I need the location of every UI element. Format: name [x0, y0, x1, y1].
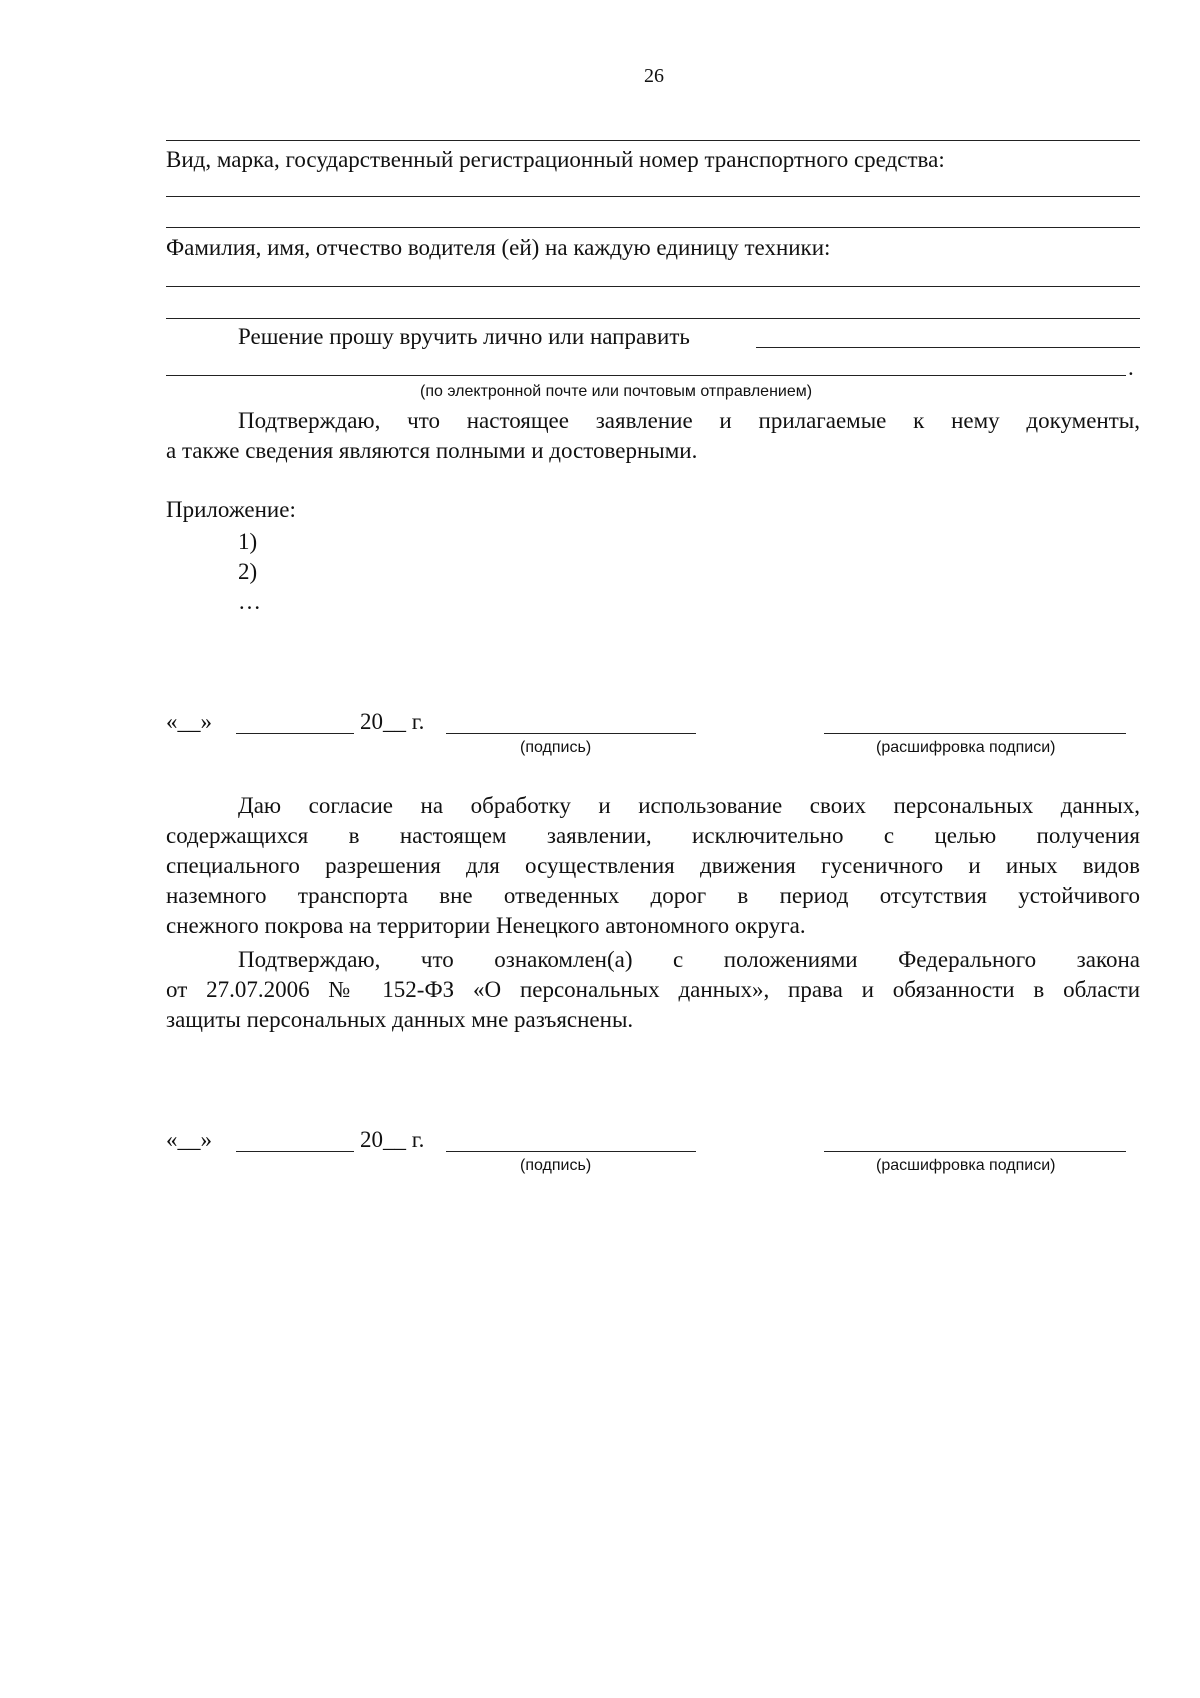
date-month-line[interactable] [236, 733, 354, 734]
appendix-title: Приложение: [166, 497, 296, 522]
confirm-paragraph-2 [166, 945, 1140, 1035]
vehicle-top-line [166, 140, 1140, 141]
decoding-caption: (расшифровка подписи) [876, 739, 1056, 756]
appendix-item: 2) [238, 559, 258, 584]
consent-line: специального разрешения для осуществления движения гусеничного и иных видов [166, 853, 1140, 878]
driver-top-line [166, 227, 1140, 228]
confirm2-line: от 27.07.2006 № 152-ФЗ «О персональных данных», права и обязанности в области [166, 977, 1140, 1002]
delivery-input-line[interactable] [756, 347, 1140, 348]
consent-paragraph [166, 791, 1140, 941]
appendix-item: 1) [238, 529, 258, 554]
signature-caption: (подпись) [520, 1157, 592, 1174]
vehicle-input-line[interactable] [166, 196, 1140, 197]
consent-line: снежного покрова на территории Ненецкого автономного округа. [166, 913, 806, 938]
driver-label: Фамилия, имя, отчество водителя (ей) на каждую единицу техники: [166, 235, 831, 260]
date-month-line[interactable] [236, 1151, 354, 1152]
date-day: «__» [166, 1127, 212, 1152]
date-day: «__» [166, 709, 212, 734]
signature-caption: (подпись) [520, 739, 592, 756]
date-year: 20__ г. [360, 1127, 425, 1152]
driver-input-line-2[interactable] [166, 318, 1140, 319]
consent-line: наземного транспорта вне отведенных дорог в период отсутствия устойчивого [166, 883, 1140, 908]
decoding-caption: (расшифровка подписи) [876, 1157, 1056, 1174]
confirm-line-2: а также сведения являются полными и достоверными. [166, 438, 698, 463]
signature-line[interactable] [446, 1151, 696, 1152]
delivery-label: Решение прошу вручить лично или направить [238, 324, 690, 349]
consent-line: содержащихся в настоящем заявлении, исключительно с целью получения [166, 823, 1140, 848]
driver-input-line[interactable] [166, 286, 1140, 287]
delivery-hint: (по электронной почте или почтовым отправлением) [420, 383, 813, 400]
confirm2-line: защиты персональных данных мне разъяснены. [166, 1007, 634, 1032]
confirm-paragraph-1 [166, 406, 1140, 466]
delivery-period: . [1128, 355, 1134, 380]
date-year: 20__ г. [360, 709, 425, 734]
appendix-item: … [238, 589, 261, 614]
signature-line[interactable] [446, 733, 696, 734]
confirm2-line: Подтверждаю, что ознакомлен(а) с положениями Федерального закона [238, 947, 1140, 972]
decoding-line[interactable] [824, 1151, 1126, 1152]
page-number: 26 [644, 65, 664, 87]
confirm-line-1: Подтверждаю, что настоящее заявление и прилагаемые к нему документы, [238, 408, 1140, 433]
decoding-line[interactable] [824, 733, 1126, 734]
vehicle-label: Вид, марка, государственный регистрационный номер транспортного средства: [166, 147, 945, 172]
consent-line: Даю согласие на обработку и использование своих персональных данных, [238, 793, 1140, 818]
delivery-input-line-2[interactable] [166, 375, 1126, 376]
